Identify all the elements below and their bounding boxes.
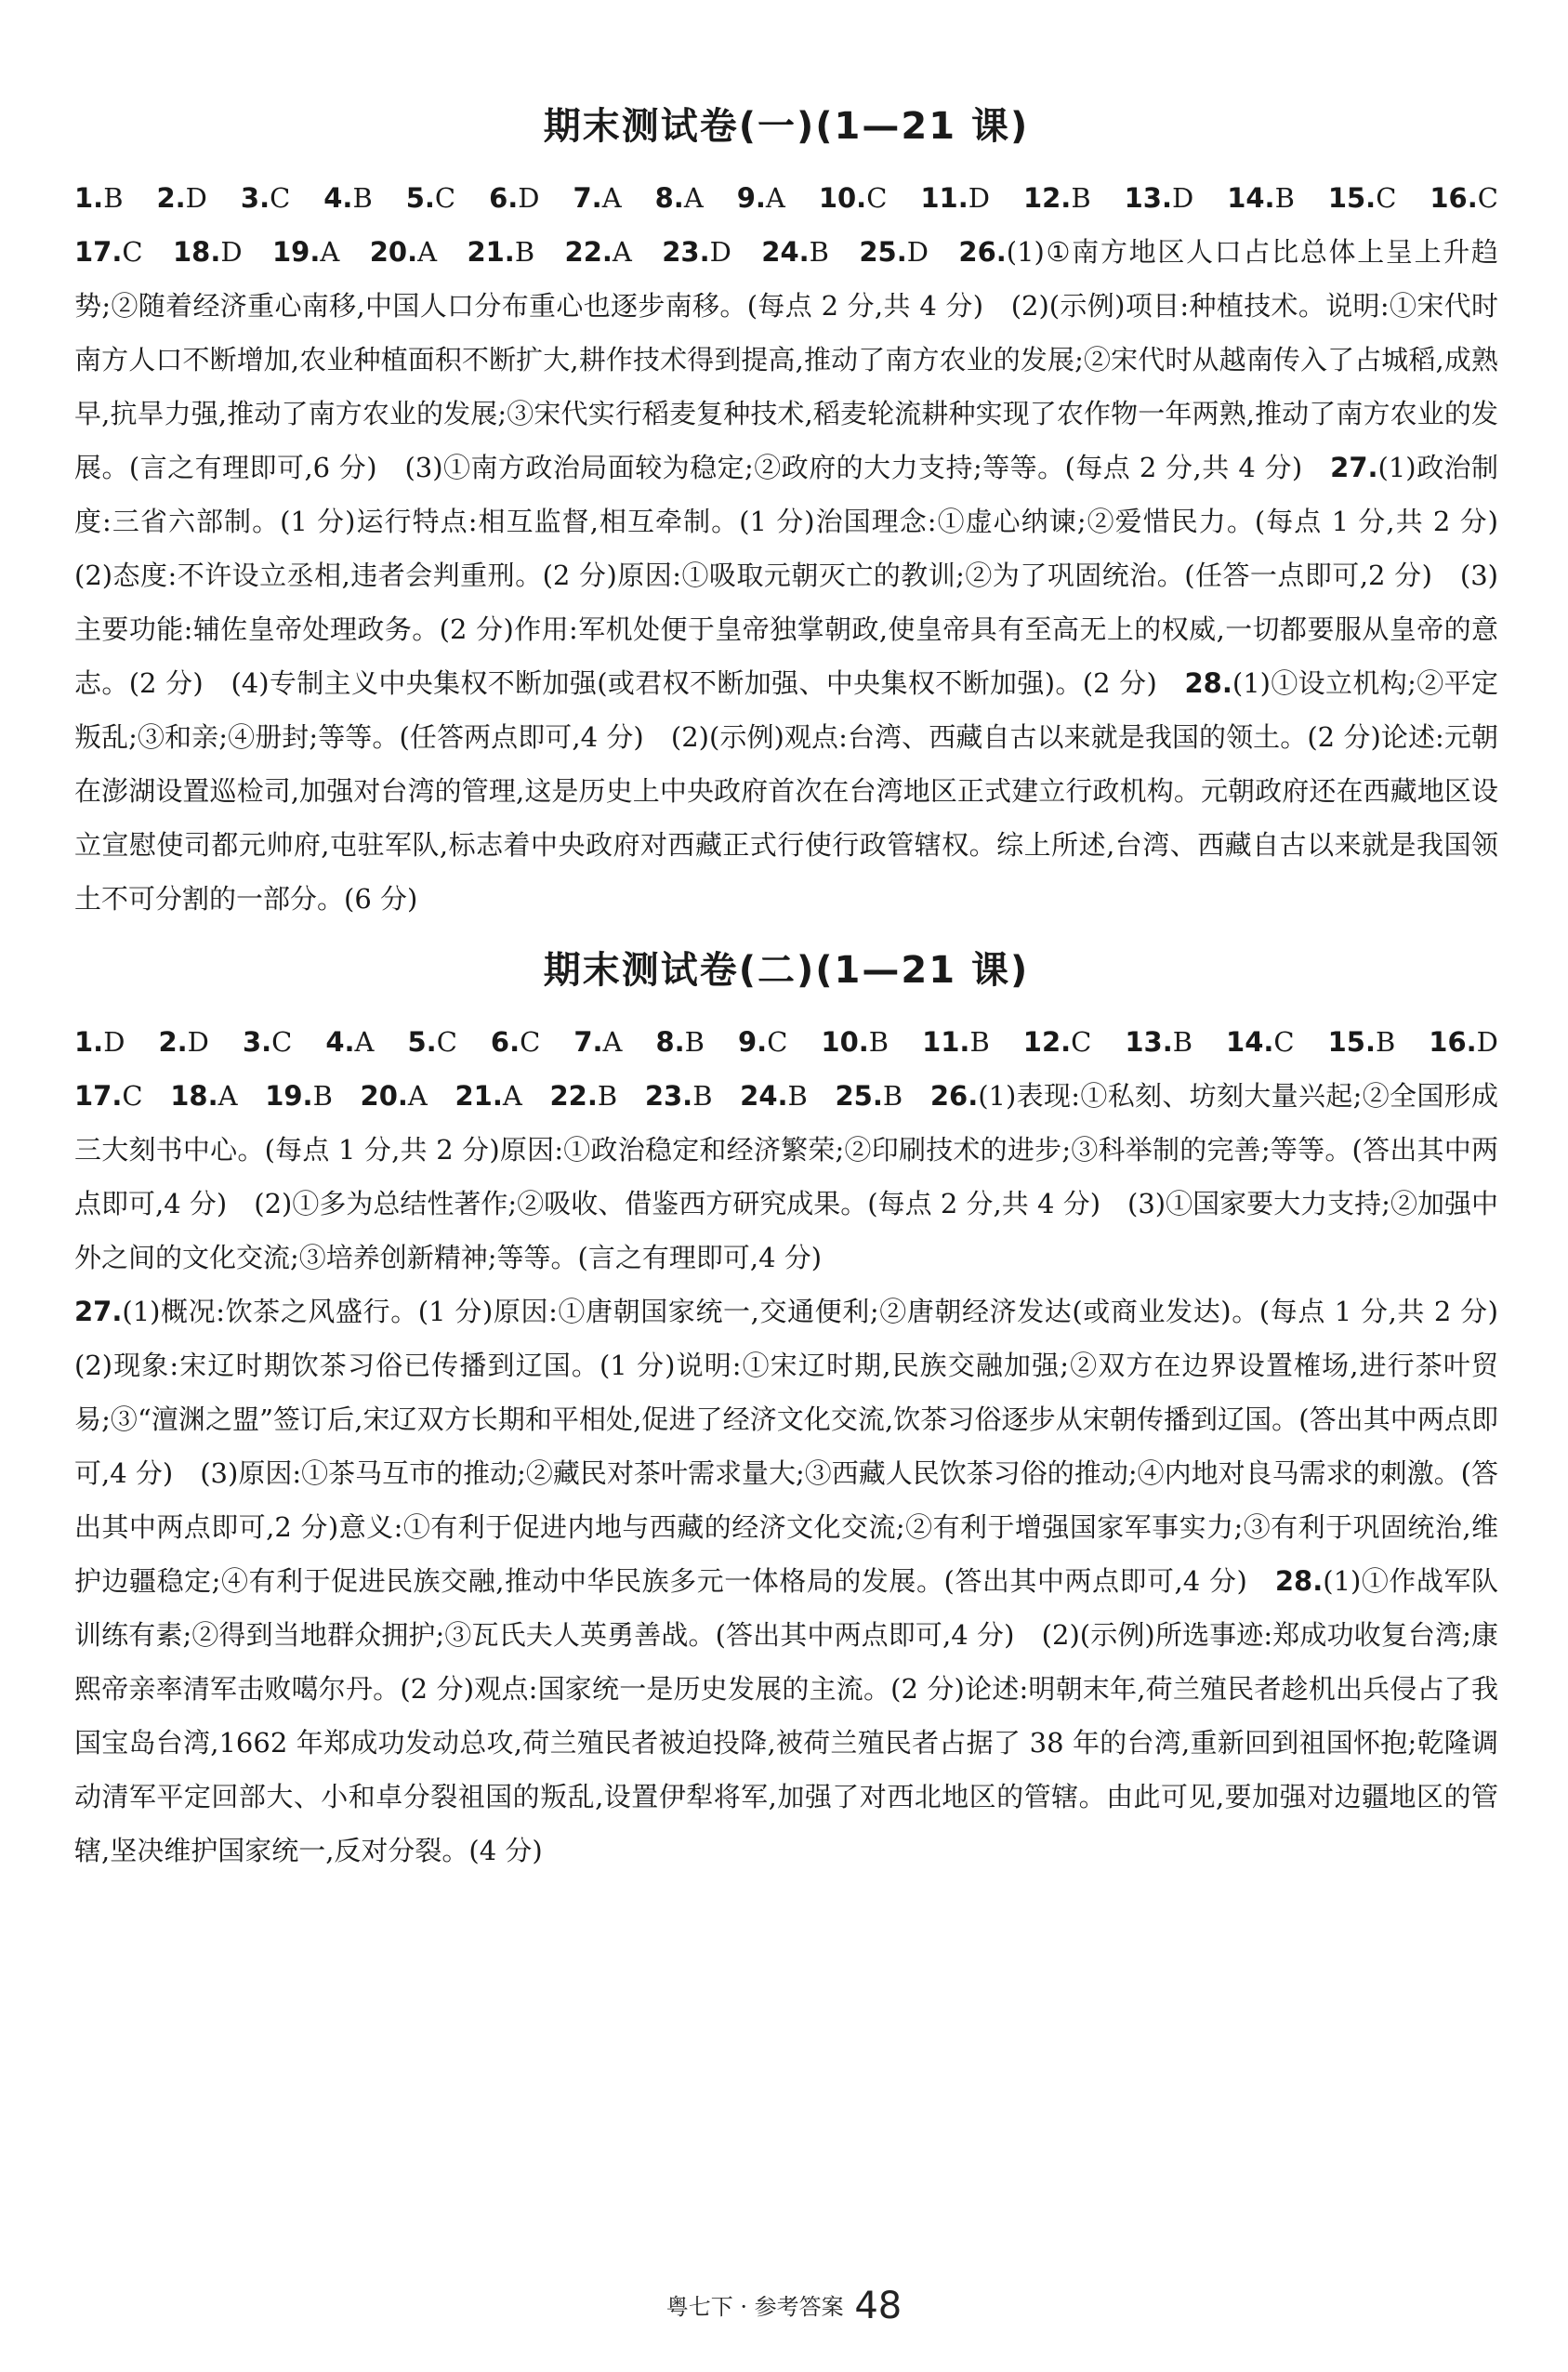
answer-letter: C (270, 182, 291, 214)
mc-answer (408, 1015, 457, 1069)
mc-answer (655, 1015, 705, 1069)
question-number: 10. (818, 182, 867, 214)
answer-letter: C (520, 1026, 541, 1058)
mc-answer (158, 1015, 208, 1069)
mc-answer (737, 171, 785, 225)
mc-answer (655, 171, 704, 225)
mc-answer (1226, 1015, 1295, 1069)
mc-answer (573, 171, 622, 225)
mc-answer (325, 1015, 374, 1069)
multiple-choice-answers (74, 1015, 1498, 1069)
question-number: 1. (74, 182, 104, 214)
question-number: 3. (242, 1026, 272, 1058)
question-number: 5. (407, 1026, 437, 1058)
answer-letter: C (767, 1026, 788, 1058)
question-number: 4. (325, 1026, 355, 1058)
question-number: 5. (405, 182, 435, 214)
question-number: 8. (654, 182, 684, 214)
answer-letter: B (684, 1026, 705, 1058)
answer-letter: B (1071, 182, 1091, 214)
mc-answer (156, 171, 206, 225)
question-number: 2. (156, 182, 186, 214)
answer-letter: A (765, 182, 785, 214)
mc-row (74, 1015, 1498, 1069)
answer-letter: B (103, 182, 124, 214)
section-title: 期末测试卷(二)(1—21 课) (543, 949, 1030, 992)
question-number: 10. (821, 1026, 869, 1058)
question-number: 2. (158, 1026, 188, 1058)
question-number: 9. (736, 182, 766, 214)
mc-answer (920, 171, 990, 225)
answer-letter: C (436, 1026, 457, 1058)
answer-letter: D (185, 182, 207, 214)
mc-answer (1023, 1015, 1092, 1069)
mc-answer (74, 1015, 125, 1069)
answer-letter: A (602, 1026, 623, 1058)
question-number: 11. (922, 1026, 970, 1058)
mc-answer (491, 1015, 540, 1069)
answer-letter: B (1375, 1026, 1396, 1058)
mc-row (74, 171, 1498, 225)
answer-letter: C (1273, 1026, 1295, 1058)
mc-answer (406, 171, 455, 225)
question-number: 7. (573, 182, 602, 214)
mc-answer (1430, 171, 1498, 225)
answer-paragraph: 17.C 18.D 19.A 20.A 21.B 22.A 23.D 24.B 25.D 26.(1)①南方地区人口占比总体上呈上升趋势;②随着经济重心南移,中国人口分布重心也逐步南移。(每点 2 分,共 4 分) (2)(示例)项目:种植技术。说明:①宋代时南方人口不断增加,农业种植面积不断扩大,耕作技术得到提高,推动了南方农业的发展;②宋代时从越南传入了占城稻,成熟早,抗旱力强,推动了南方农业的发展;③宋代实行稻麦复种技术,稻麦轮流耕种实现了农作物一年两熟,推动了南方农业的发展。(言之有理即可,6 分) (3)①南方政治局面较为稳定;②政府的大力支持;等等。(每点 2 分,共 4 分) 27.(1)政治制度:三省六部制。(1 分)运行特点:相互监督,相互牵制。(1 分)治国理念:①虚心纳谏;②爱惜民力。(每点 1 分,共 2 分) (2)态度:不许设立丞相,违者会判重刑。(2 分)原因:①吸取元朝灭亡的教训;②为了巩固统治。(任答一点即可,2 分) (3)主要功能:辅佐皇帝处理政务。(2 分)作用:军机处便于皇帝独掌朝政,使皇帝具有至高无上的权威,一切都要服从皇帝的意志。(2 分) (4)专制主义中央集权不断加强(或君权不断加强、中央集权不断加强)。(2 分) 28.(1)①设立机构;②平定叛乱;③和亲;④册封;等等。(任答两点即可,4 分) (2)(示例)观点:台湾、西藏自古以来就是我国的领土。(2 分)论述:元朝在澎湖设置巡检司,加强对台湾的管理,这是历史上中央政府首次在台湾地区正式建立行政机构。元朝政府还在西藏地区设立宣慰使司都元帅府,屯驻军队,标志着中央政府对西藏正式行使行政管辖权。综上所述,台湾、西藏自古以来就是我国领土不可分割的一部分。(6 分) (74, 236, 1526, 915)
answer-paragraph: 17.C 18.A 19.B 20.A 21.A 22.B 23.B 24.B 25.B 26.(1)表现:①私刻、坊刻大量兴起;②全国形成三大刻书中心。(每点 1 分,共 2 分)原因:①政治稳定和经济繁荣;②印刷技术的进步;③科举制的完善;等等。(答出其中两点即可,4 分) (2)①多为总结性著作;②吸收、借鉴西方研究成果。(每点 2 分,共 4 分) (3)①国家要大力支持;②加强中外之间的文化交流;③培养创新精神;等等。(言之有理即可,4 分) (74, 1080, 1499, 1273)
question-number: 8. (655, 1026, 685, 1058)
question-number: 11. (920, 182, 968, 214)
question-number: 13. (1124, 182, 1172, 214)
question-number: 1. (74, 1026, 104, 1058)
question-number: 9. (737, 1026, 768, 1058)
answer-paragraph: 27.(1)概况:饮茶之风盛行。(1 分)原因:①唐朝国家统一,交通便利;②唐朝经济发达(或商业发达)。(每点 1 分,共 2 分) (2)现象:宋辽时期饮茶习俗已传播到辽国。(1 分)说明:①宋辽时期,民族交融加强;②双方在边界设置榷场,进行茶叶贸易;③“澶渊之盟”签订后,宋辽双方长期和平相处,促进了经济文化交流,饮茶习俗逐步从宋朝传播到辽国。(答出其中两点即可,4 分) (3)原因:①茶马互市的推动;②藏民对茶叶需求量大;③西藏人民饮茶习俗的推动;④内地对良马需求的刺激。(答出其中两点即可,2 分)意义:①有利于促进内地与西藏的经济文化交流;②有利于增强国家军事实力;③有利于巩固统治,维护边疆稳定;④有利于促进民族交融,推动中华民族多元一体格局的发展。(答出其中两点即可,4 分) 28.(1)①作战军队训练有素;②得到当地群众拥护;③瓦氏夫人英勇善战。(答出其中两点即可,4 分) (2)(示例)所选事迹:郑成功收复台湾;康熙帝亲率清军击败噶尔丹。(2 分)观点:国家统一是历史发展的主流。(2 分)论述:明朝末年,荷兰殖民者趁机出兵侵占了我国宝岛台湾,1662 年郑成功发动总攻,荷兰殖民者被迫投降,被荷兰殖民者占据了 38 年的台湾,重新回到祖国怀抱;乾隆调动清军平定回部大、小和卓分裂祖国的叛乱,设置伊犁将军,加强了对西北地区的管辖。由此可见,要加强对边疆地区的管辖,坚决维护国家统一,反对分裂。(4 分) (74, 1296, 1526, 1866)
mc-answer (1125, 171, 1194, 225)
answer-letter: B (1274, 182, 1295, 214)
mc-answer (1328, 171, 1397, 225)
answer-letter: D (1171, 182, 1194, 214)
question-number: 15. (1327, 1026, 1376, 1058)
mc-answer (489, 171, 539, 225)
question-number: 12. (1022, 182, 1072, 214)
multiple-choice-answers (74, 171, 1498, 225)
question-number: 7. (573, 1026, 603, 1058)
answer-letter: B (868, 1026, 889, 1058)
footer-label: 粤七下 · 参考答案 (665, 2294, 844, 2320)
mc-answer (1328, 1015, 1396, 1069)
question-number: 6. (490, 1026, 520, 1058)
mc-answer (1227, 171, 1295, 225)
mc-answer (738, 1015, 787, 1069)
answer-letter: C (1477, 182, 1498, 214)
question-number: 16. (1429, 1026, 1477, 1058)
question-number: 14. (1226, 1026, 1274, 1058)
question-number: 14. (1227, 182, 1275, 214)
answer-letter: A (683, 182, 704, 214)
answer-letter: D (103, 1026, 125, 1058)
mc-answer (241, 171, 290, 225)
answer-letter: A (354, 1026, 375, 1058)
mc-answer (323, 171, 373, 225)
question-number: 6. (489, 182, 519, 214)
question-number: 16. (1430, 182, 1478, 214)
mc-answer (1429, 1015, 1498, 1069)
answer-letter: B (1172, 1026, 1193, 1058)
mc-answer (1023, 171, 1091, 225)
answer-letter: D (518, 182, 540, 214)
mc-answer (573, 1015, 622, 1069)
question-number: 4. (323, 182, 353, 214)
answer-letter: D (187, 1026, 209, 1058)
answer-letter: B (352, 182, 373, 214)
question-number: 3. (240, 182, 270, 214)
mc-answer (819, 171, 888, 225)
answer-letter: C (1376, 182, 1397, 214)
mc-answer (1125, 1015, 1192, 1069)
page-footer (0, 2285, 1568, 2327)
answer-letter: C (434, 182, 456, 214)
answer-letter: C (1071, 1026, 1092, 1058)
answer-letter: D (1476, 1026, 1498, 1058)
answer-letter: B (969, 1026, 990, 1058)
page-number: 48 (854, 2285, 903, 2327)
answer-letter: C (866, 182, 888, 214)
answer-letter: A (601, 182, 622, 214)
section-title: 期末测试卷(一)(1—21 课) (543, 105, 1030, 148)
mc-answer (243, 1015, 292, 1069)
mc-answer (821, 1015, 889, 1069)
mc-answer (74, 171, 124, 225)
question-number: 12. (1022, 1026, 1072, 1058)
question-number: 13. (1125, 1026, 1173, 1058)
question-number: 15. (1327, 182, 1377, 214)
mc-answer (922, 1015, 990, 1069)
answer-letter: D (968, 182, 990, 214)
answer-letter: C (271, 1026, 293, 1058)
